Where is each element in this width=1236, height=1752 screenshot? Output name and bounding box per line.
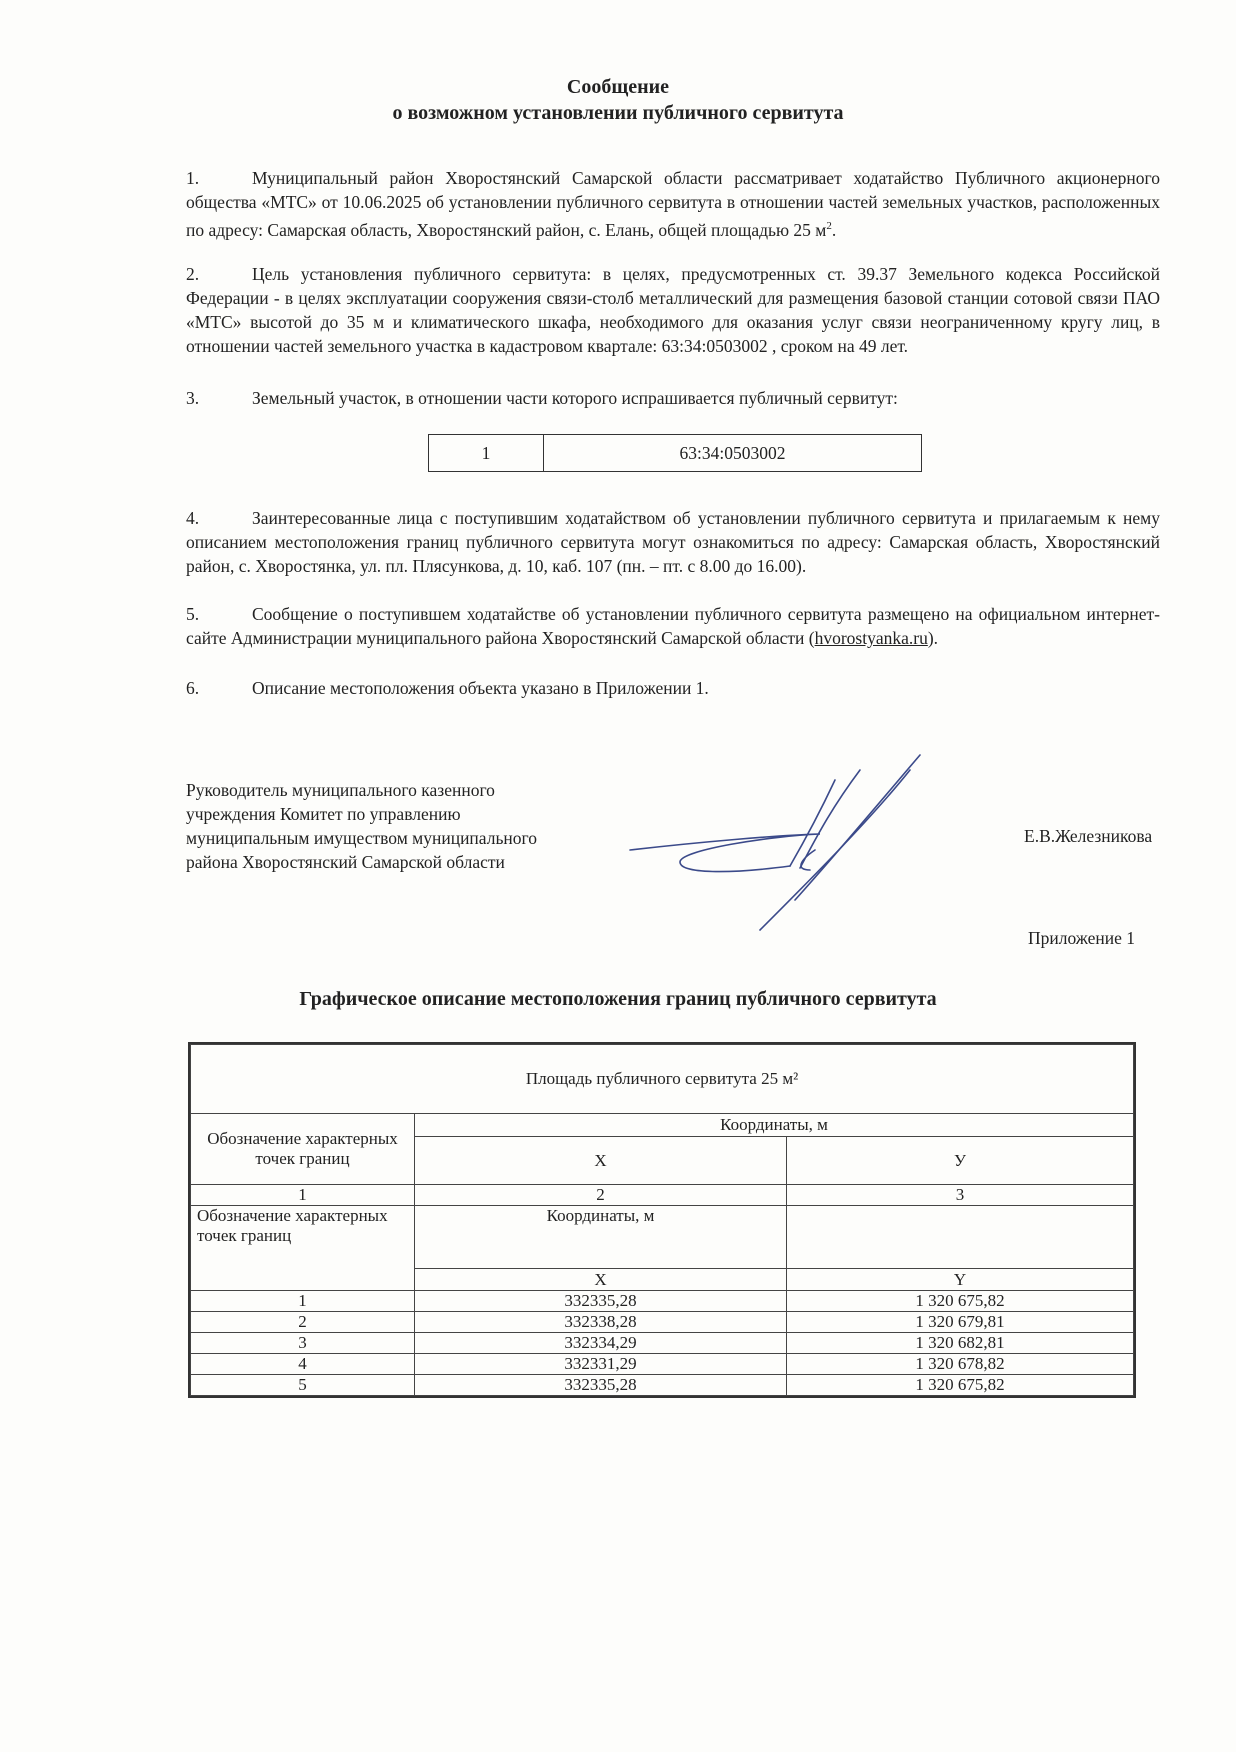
table-row: 5 332335,28 1 320 675,82 bbox=[191, 1375, 1134, 1396]
coords-column-header: Координаты, м bbox=[415, 1206, 787, 1269]
appendix-title: Графическое описание местоположения границ публичного сервитута bbox=[299, 988, 937, 1010]
coords-column-header: Координаты, м bbox=[415, 1114, 1134, 1137]
paragraph-text: Сообщение о поступившем ходатайстве об установлении публичного сервитута размещено на официальном интернет-сайте Администрации муниципального района Хворостянский Самарской области bbox=[186, 604, 1160, 648]
table-row bbox=[191, 1206, 1134, 1269]
area-caption: Площадь публичного сервитута 25 м² bbox=[191, 1045, 1134, 1114]
paragraph-5: 5. Сообщение о поступившем ходатайстве об установлении публичного сервитута размещено на официальном интернет-сайте Администрации муниципального района Хворостянский Самарской области (hvorostyanka.ru). bbox=[186, 604, 1160, 648]
superscript: 2 bbox=[826, 220, 832, 232]
table-row: 3 332334,29 1 320 682,81 bbox=[191, 1333, 1134, 1354]
y-column-header: У bbox=[787, 1137, 1134, 1185]
signer-position: Руководитель муниципального казенного учреждения Комитет по управлению муниципальным имуществом муниципального района Хворостянский Самарской области bbox=[186, 780, 538, 872]
paragraph-text: Цель установления публичного сервитута: в целях, предусмотренных ст. 39.37 Земельного кодекса Российской Федерации - в целях эксплуатации сооружения связи-столб металлический для размещения базовой станции сотовой связи ПАО «МТС» высотой до 35 м и климатического шкафа, необходимого для оказания услуг связи неограниченному кругу лиц, в отношении частей земельного участка в кадастровом квартале: 63:34:0503002 , сроком на 49 лет. bbox=[186, 264, 1160, 356]
paragraph-text: Муниципальный район Хворостянский Самарской области рассматривает ходатайство Публичного акционерного общества «МТС» от 10.06.2025 об установлении публичного сервитута в отношении частей земельных участков, расположенных по адресу: Самарская область, Хворостянский район, с. Елань, общей площадью 25 м bbox=[186, 168, 1160, 240]
message-title: Сообщение bbox=[566, 76, 670, 98]
parcel-cadastral-number: 63:34:0503002 bbox=[544, 435, 922, 472]
column-number: 3 bbox=[787, 1185, 1134, 1206]
column-number: 2 bbox=[415, 1185, 787, 1206]
paragraph-text: Земельный участок, в отношении части которого испрашивается публичный сервитут: bbox=[252, 388, 898, 408]
paragraph-6 bbox=[186, 676, 1160, 700]
message-subtitle: о возможном установлении публичного сервитута bbox=[392, 102, 844, 124]
x-column-header: Х bbox=[415, 1269, 787, 1291]
x-column-header: Х bbox=[415, 1137, 787, 1185]
table-row bbox=[191, 1185, 1134, 1206]
paragraph-number: 2. bbox=[186, 264, 200, 284]
paragraph-number: 5. bbox=[186, 604, 200, 624]
paragraph-text: Описание местоположения объекта указано в Приложении 1. bbox=[252, 678, 709, 698]
paragraph-number: 1. bbox=[186, 168, 200, 188]
paragraph-number: 4. bbox=[186, 508, 200, 528]
paragraph-number: 3. bbox=[186, 388, 200, 408]
coordinates-table bbox=[188, 1042, 1136, 1398]
column-number: 1 bbox=[191, 1185, 415, 1206]
appendix-label: Приложение 1 bbox=[1028, 928, 1136, 948]
table-row: 2 332338,28 1 320 679,81 bbox=[191, 1312, 1134, 1333]
parcel-table bbox=[428, 434, 922, 472]
website-link[interactable]: hvorostyanka.ru bbox=[814, 628, 928, 648]
table-row: 1 332335,28 1 320 675,82 bbox=[191, 1291, 1134, 1312]
paragraph-2 bbox=[186, 262, 1160, 358]
point-column-header: Обозначение характерных точек границ bbox=[191, 1206, 415, 1291]
table-row bbox=[429, 435, 922, 472]
paragraph-number: 6. bbox=[186, 678, 200, 698]
paragraph-1: 1. Муниципальный район Хворостянский Самарской области рассматривает ходатайство Публичного акционерного общества «МТС» от 10.06.2025 об установлении публичного сервитута в отношении частей земельных участков, расположенных по адресу: Самарская область, Хворостянский район, с. Елань, общей площадью 25 $м^2$. bbox=[186, 168, 1160, 240]
table-row bbox=[191, 1045, 1134, 1114]
paragraph-text: Заинтересованные лица с поступившим ходатайством об установлении публичного сервитута и прилагаемым к нему описанием местоположения границ публичного сервитута могут ознакомиться по адресу: Самарская область, Хворостянский район, с. Хворостянка, ул. пл. Плясункова, д. 10, каб. 107 (пн. – пт. с 8.00 до 16.00). bbox=[186, 508, 1160, 576]
empty-cell bbox=[787, 1206, 1134, 1269]
point-column-header: Обозначение характерных точек границ bbox=[191, 1114, 415, 1185]
paragraph-4 bbox=[186, 506, 1160, 578]
signer-name: Е.В.Железникова bbox=[1024, 826, 1153, 846]
paragraph-3 bbox=[186, 386, 1160, 410]
parcel-index: 1 bbox=[429, 435, 544, 472]
table-row: 4 332331,29 1 320 678,82 bbox=[191, 1354, 1134, 1375]
y-column-header: Y bbox=[787, 1269, 1134, 1291]
handwritten-signature bbox=[620, 750, 980, 940]
table-row bbox=[191, 1114, 1134, 1137]
